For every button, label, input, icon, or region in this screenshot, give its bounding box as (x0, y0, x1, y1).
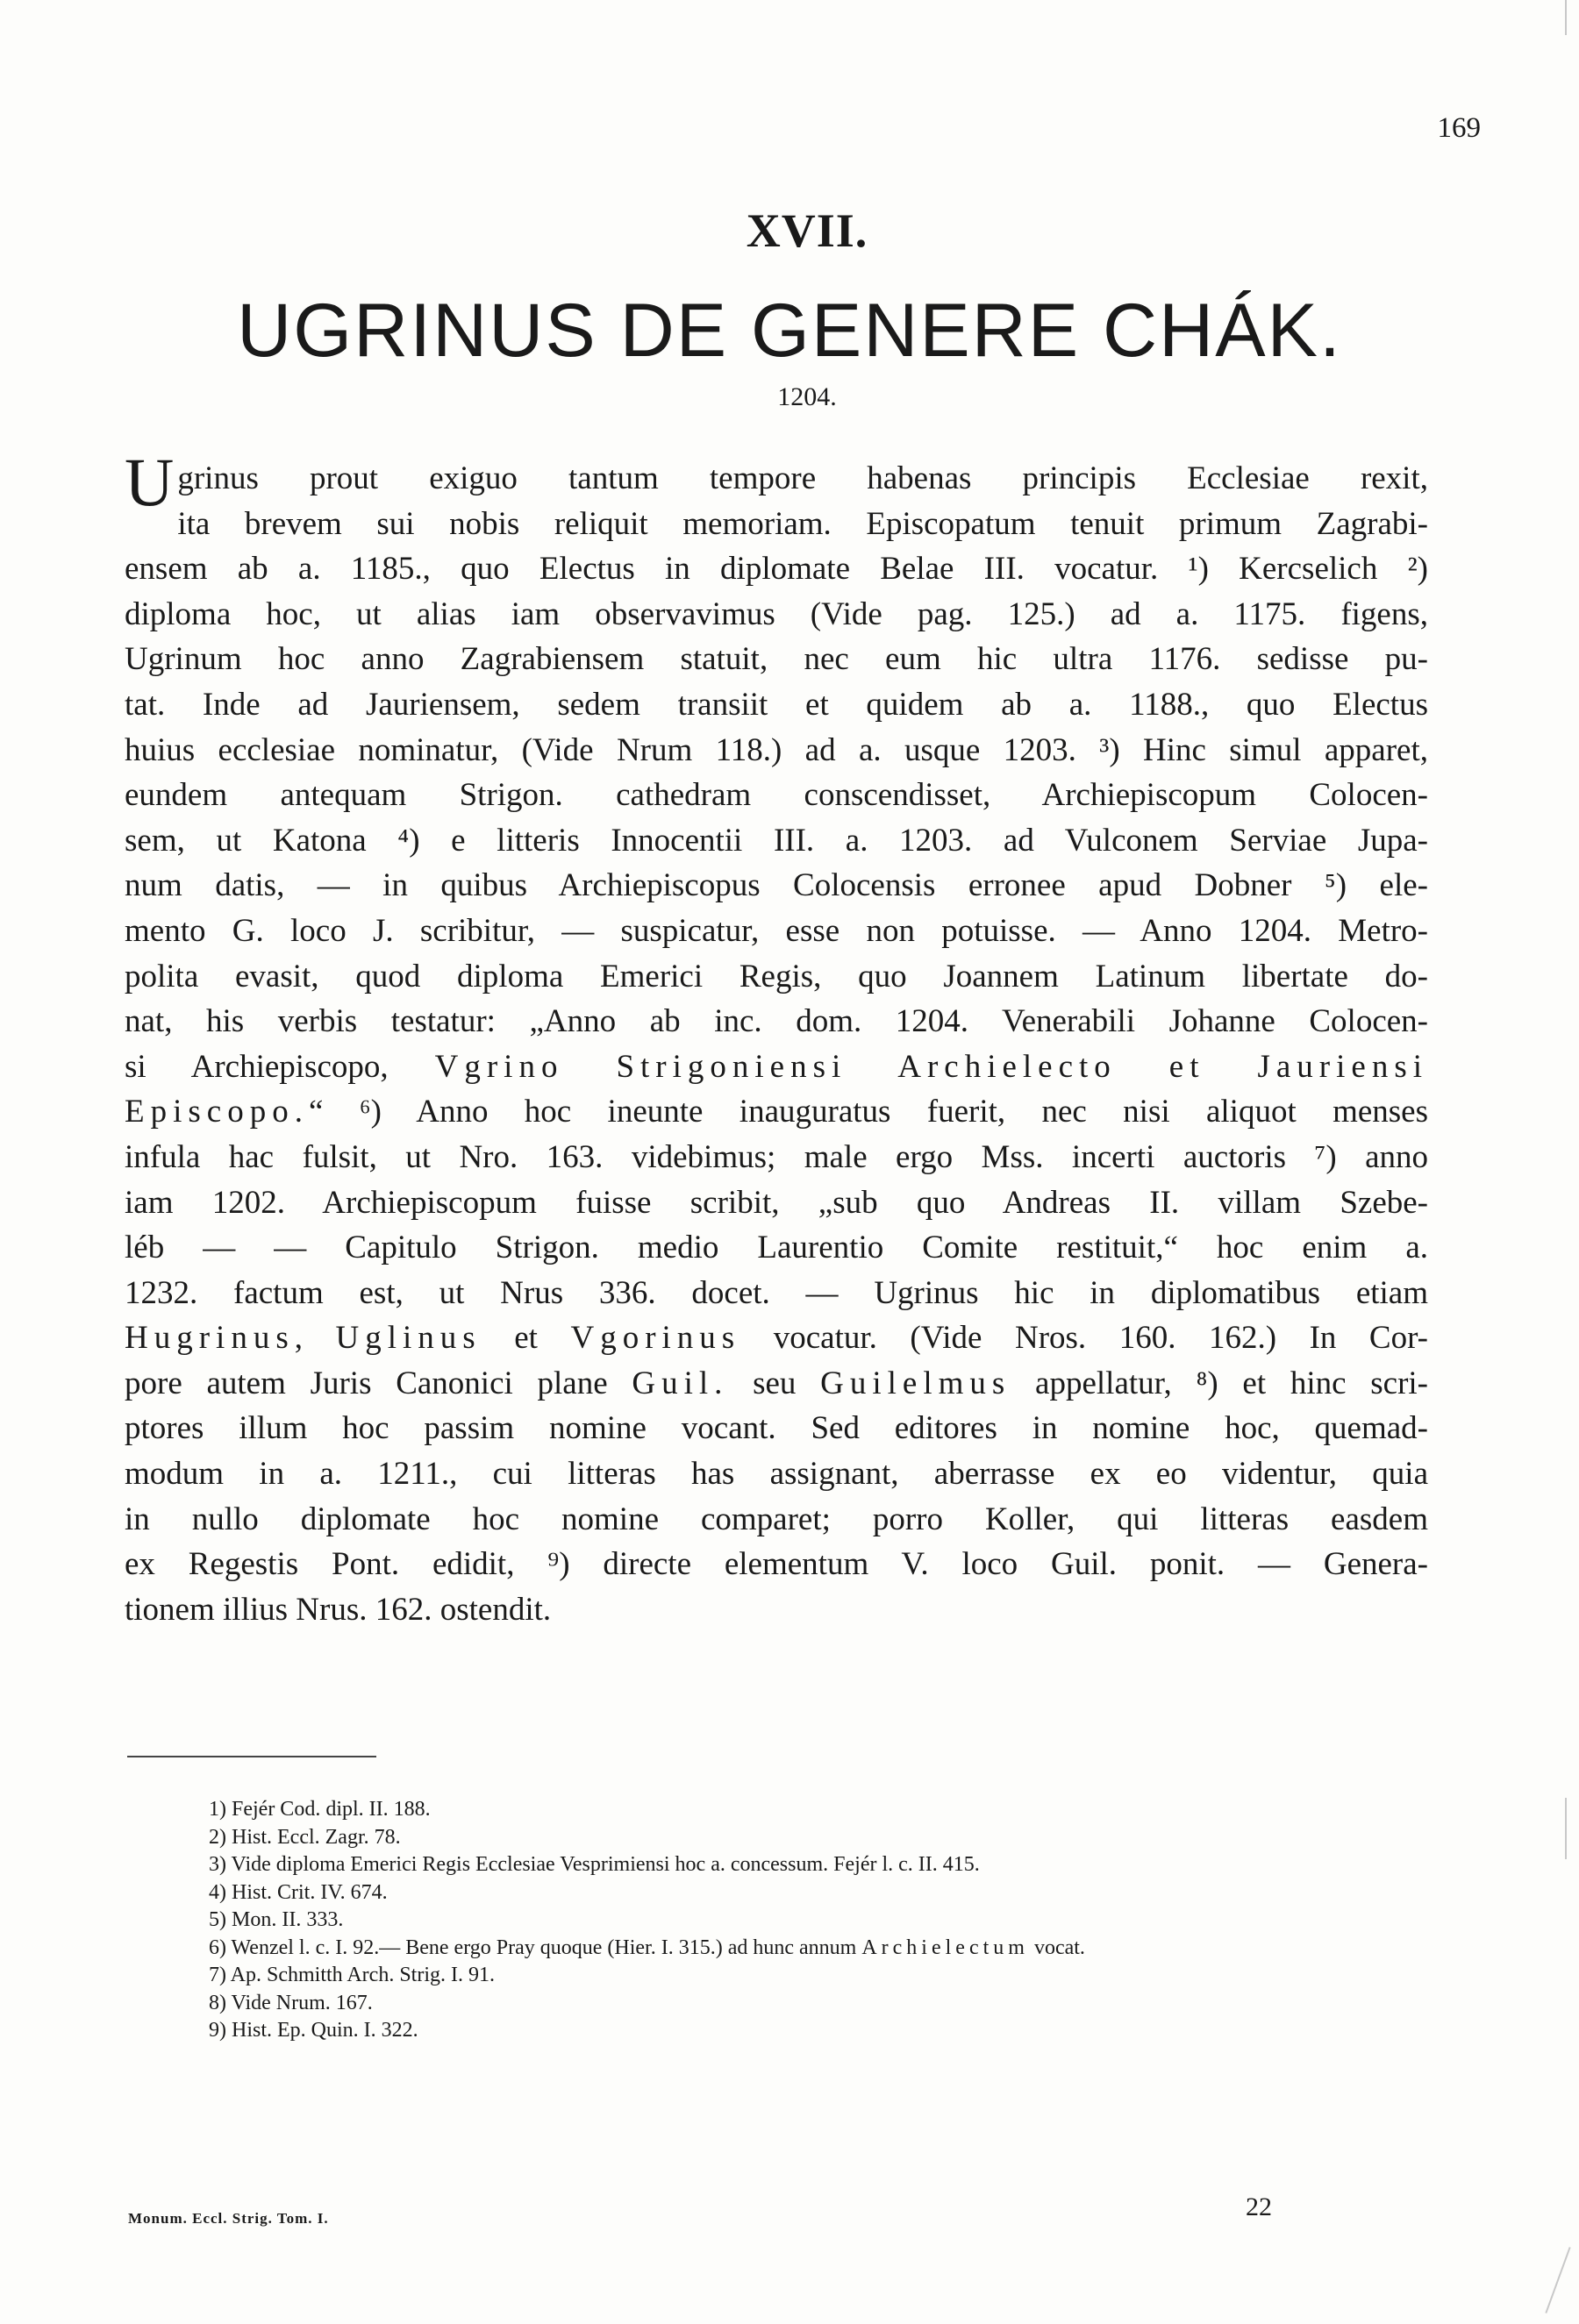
footer-signature-mark: 22 (1246, 2192, 1272, 2221)
spaced-name: Uglinus (335, 1320, 482, 1357)
body-text-span: , (294, 1320, 336, 1357)
scan-edge-mark (1545, 2247, 1570, 2313)
body-text-span: appellatur, ⁸) et hinc scri- (1011, 1365, 1428, 1401)
spaced-name: Guil. (632, 1365, 729, 1401)
body-line: nat, his verbis testatur: „Anno ab inc. dom. 1204. Venerabili Johanne Colocen- (125, 1003, 1428, 1040)
body-line (125, 1361, 1428, 1407)
drop-cap: U (125, 444, 175, 520)
spaced-name: Hugrinus (125, 1320, 295, 1357)
body-line (125, 1089, 1428, 1135)
body-line: diploma hoc, ut alias iam observavimus (Vide pag. 125.) ad a. 1175. figens, (125, 595, 1428, 632)
body-line: infula hac fulsit, ut Nro. 163. videbimus; male ergo Mss. incerti auctoris ⁷) anno (125, 1138, 1428, 1175)
body-line: 1232. factum est, ut Nrus 336. docet. — Ugrinus hic in diplomatibus etiam (125, 1274, 1428, 1311)
body-text-span: si Archiepiscopo, (125, 1048, 435, 1085)
body-line: Ugrinum hoc anno Zagrabiensem statuit, nec eum hic ultra 1176. sedisse pu- (125, 641, 1428, 678)
body-text (125, 444, 1428, 1632)
body-line: polita evasit, quod diploma Emerici Regis, quo Joannem Latinum libertate do- (125, 958, 1428, 994)
chapter-year: 1204. (777, 382, 837, 411)
footnote: 2) Hist. Eccl. Zagr. 78. (209, 1825, 401, 1849)
body-line: in nullo diplomate hoc nomine comparet; porro Koller, qui litteras easdem (125, 1501, 1428, 1537)
footnote-text: vocat. (1028, 1935, 1085, 1959)
body-line: eundem antequam Strigon. cathedram conscendisset, Archiepiscopum Colocen- (125, 777, 1428, 814)
body-line: ensem ab a. 1185., quo Electus in diplomate Belae III. vocatur. ¹) Kercselich ²) (125, 551, 1428, 588)
footnote: 3) Vide diploma Emerici Regis Ecclesiae Vesprimiensi hoc a. concessum. Fejér l. c. II. 415. (209, 1853, 980, 1876)
footnote: 1) Fejér Cod. dipl. II. 188. (209, 1798, 431, 1821)
body-text-span: vocatur. (Vide Nros. 160. 162.) In Cor- (740, 1320, 1428, 1357)
footnote: 4) Hist. Crit. IV. 674. (209, 1880, 388, 1904)
footnote: 9) Hist. Ep. Quin. I. 322. (209, 2019, 418, 2042)
footnote: 7) Ap. Schmitth Arch. Strig. I. 91. (209, 1964, 495, 1986)
footnote: 5) Mon. II. 333. (209, 1908, 344, 1931)
body-text-span: pore autem Juris Canonici plane (125, 1365, 632, 1401)
body-line: ex Regestis Pont. edidit, ⁹) directe elementum V. loco Guil. ponit. — Genera- (125, 1546, 1428, 1583)
body-line (125, 1044, 1428, 1090)
body-line (125, 1315, 1428, 1361)
body-line-last: tionem illius Nrus. 162. ostendit. (125, 1591, 552, 1628)
footnotes (209, 1796, 1437, 2045)
body-line: ita brevem sui nobis reliquit memoriam. Episcopatum tenuit primum Zagrabi- (177, 505, 1428, 542)
body-line: léb — — Capitulo Strigon. medio Laurentio Comite restituit,“ hoc enim a. (125, 1230, 1428, 1266)
footnote: 8) Vide Nrum. 167. (209, 1991, 373, 2014)
spaced-name: Guilelmus (820, 1365, 1011, 1401)
spaced-name: Episcopo. (125, 1094, 309, 1130)
body-line: ptores illum hoc passim nomine vocant. Sed editores in nomine hoc, quemad- (125, 1410, 1428, 1447)
body-line: sem, ut Katona ⁴) e litteris Innocentii III. a. 1203. ad Vulconem Serviae Jupa- (125, 822, 1428, 859)
body-text-span: “ ⁶) Anno hoc ineunte inauguratus fuerit, nec nisi aliquot menses (308, 1094, 1428, 1130)
body-line: tat. Inde ad Jauriensem, sedem transiit et quidem ab a. 1188., quo Electus (125, 686, 1428, 723)
footnote-divider (127, 1756, 376, 1757)
footnote-text: 6) Wenzel l. c. I. 92.— Bene ergo Pray quoque (Hier. I. 315.) ad hunc annum (209, 1935, 862, 1959)
footer-series-title: Monum. Eccl. Strig. Tom. I. (128, 2210, 329, 2227)
footnote-spaced: Archielectum (861, 1935, 1029, 1959)
body-line: num datis, — in quibus Archiepiscopus Colocensis erronee apud Dobner ⁵) ele- (125, 867, 1428, 904)
body-line: grinus prout exiguo tantum tempore habenas principis Ecclesiae rexit, (177, 460, 1428, 496)
body-line: modum in a. 1211., cui litteras has assignant, aberrasse ex eo videntur, quia (125, 1456, 1428, 1493)
body-text-span: et (481, 1320, 571, 1357)
chapter-number: XVII. (746, 204, 868, 257)
page-number: 169 (1437, 112, 1481, 144)
spaced-name: Vgrino Strigoniensi Archielecto et Jauriensi (434, 1048, 1428, 1085)
spaced-name: Vgorinus (570, 1320, 741, 1357)
body-line: mento G. loco J. scribitur, — suspicatur, esse non potuisse. — Anno 1204. Metro- (125, 912, 1428, 949)
chapter-title: UGRINUS DE GENERE CHÁK. (237, 289, 1342, 373)
body-text-span: seu (728, 1365, 821, 1401)
footnote (209, 1935, 1437, 1963)
body-line: iam 1202. Archiepiscopum fuisse scribit, „sub quo Andreas II. villam Szebe- (125, 1184, 1428, 1221)
scan-edge-mark (1565, 0, 1567, 35)
scan-edge-mark (1565, 1798, 1567, 1859)
body-line: huius ecclesiae nominatur, (Vide Nrum 118.) ad a. usque 1203. ³) Hinc simul apparet, (125, 731, 1428, 768)
